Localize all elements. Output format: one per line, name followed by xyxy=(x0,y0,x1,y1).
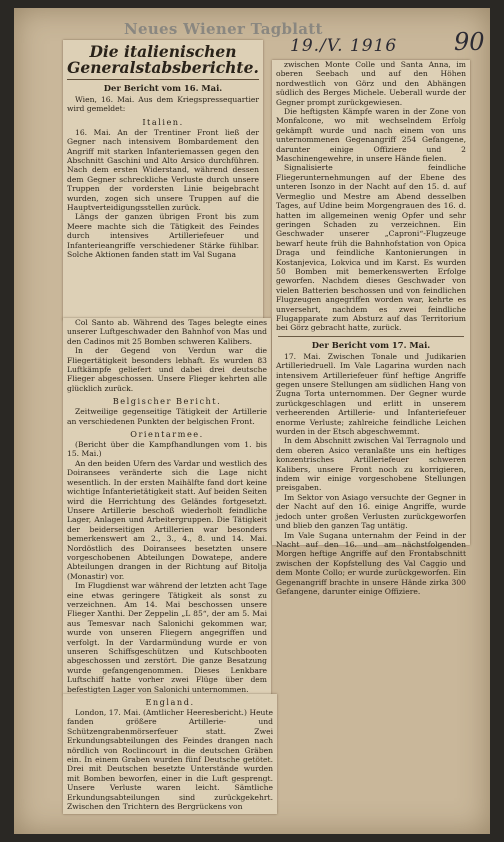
section-belgium: Belgischer Bericht. xyxy=(112,396,222,407)
paragraph: London, 17. Mai. (Amtlicher Heeresbericht.) Heute fanden größere Artillerie- und Schützengrabenmörserfeuer statt. Zwei Erkundungsabteilungen des Feindes drangen nach nördlich von Roclincourt in die deutschen Gräben ein. In einem Graben wurden fünf Deutsche getötet. Drei mit Deutschen besetzte Unterstände wurden mit Bomben beworfen, einer in die Luft gesprengt. Unsere Verluste waren leicht. Sämtliche Erkundungsabteilungen sind zurückgekehrt. Zwischen den Trichtern des Bergrückens von xyxy=(67,708,273,812)
paragraph: Im Vale Sugana unternahm der Feind in der Nacht auf den 16. und am nächstfolgenden Morgen heftige Angriffe auf den Frontabschnitt zwischen der Kopfstellung des Val Caggio und dem Monte Collo; er wurde zurückgeworfen. Ein Gegenangriff brachte in unsere Hände zirka 300 Gefangene, darunter einige Offiziere. xyxy=(276,530,466,596)
paragraph: Die heftigsten Kämpfe waren in der Zone von Monfalcone, wo mit wechselndem Erfolg gekämpft wurde und nach einem von uns unternommenen Gegenangriff 254 Gefangene, darunter einige Offiziere und 2 Maschinengewehre, in unsere Hände fielen. xyxy=(276,107,466,164)
paragraph: Signalisierte feindliche Fliegerunternehmungen auf der Ebene des unteren Isonzo in der Nacht auf den 15. d. auf Vermeglio und Mestre am Abend desselben Tages, auf Udine beim Morgengrauen des 16. d. hatten im allgemeinen wenig Opfer und sehr geringen Schaden zu verzeichnen. Ein Geschwader unserer „Caproni“-Flugzeuge bewarf heute früh die Bahnhofstation von Opica Draga und feindliche Kantonierungen in Kostanjevica, Lokvica und im Karst. Es wurden 50 Bomben mit bemerkenswerten Erfolge geworfen. Nachdem dieses Geschwader von vielen Batterien beschossen und von feindlichen Flugzeugen angegriffen worden war, kehrte es unversehrt, nachdem es zwei feindliche Flugapparate zum Absturz auf das Territorium bei Görz gebracht hatte, zurück. xyxy=(276,163,466,333)
paragraph: In dem Abschnitt zwischen Val Terragnolo und dem oberen Asico veranlaßte uns ein heftiges konzentrisches Artilleriefeuer schweren Kalibers, unsere Front noch zu korrigieren, indem wir einige vorgeschobene Stellungen preisgaben. xyxy=(276,436,466,493)
section-england: England. xyxy=(145,697,195,707)
paragraph: zwischen Monte Colle und Santa Anna, im oberen Seebach und auf den Höhen nordwestlich von Görz und den Abhängen südlich des Berges Michele. Ueberall wurde der Gegner prompt zurückgewiesen. xyxy=(276,60,466,107)
paragraph: Zeitweilige gegenseitige Tätigkeit der Artillerie an verschiedenen Punkten der belgischen Front. xyxy=(67,407,267,426)
clipping-column-1-bottom xyxy=(63,694,277,814)
clipping-column-1-middle xyxy=(63,318,271,695)
clipping-column-2 xyxy=(272,60,470,596)
paragraph: 16. Mai. An der Trentiner Front ließ der Gegner nach intensivem Bombardement den Angriff mit starken Infanteriemassen gegen den Abschnitt Gaschini und Alto Arsico durchführen. Nach dem ersten Widerstand, während dessen dem Gegner schreckliche Verluste durch unsere Truppen der vordersten Linie beigebracht wurden, zogen sich unsere Truppen auf die Hauptverteidigungsstellen zurück. xyxy=(67,127,259,213)
report-heading-17: Der Bericht vom 17. Mai. xyxy=(311,339,431,350)
newspaper-masthead: Neues Wiener Tagblatt xyxy=(124,20,323,38)
paragraph: (Bericht über die Kampfhandlungen vom 1. bis 15. Mai.) xyxy=(67,440,267,459)
intro-paragraph: Wien, 16. Mai. Aus dem Kriegspressequartier wird gemeldet: xyxy=(67,95,259,114)
handwritten-date: 19./V. 1916 xyxy=(290,36,398,56)
paragraph: Col Santo ab. Während des Tages belegte eines unserer Luftgeschwader den Bahnhof von Mas und den Cadinos mit 25 Bomben schweren Kalibers. xyxy=(67,318,267,346)
article-headline: Die italienischen Generalstabsberichte. xyxy=(67,44,259,80)
section-orient: Orientarmee. xyxy=(130,429,204,440)
paragraph: 17. Mai. Zwischen Tonale und Judikarien Artilleriedruell. Im Vale Lagarina wurden nach intensivem Artilleriefeuer fünf heftige Angriffe gegen unsere Stellungen am südlichen Hang von Zugna Torta unternommen. Der Gegner wurde zurückgeschlagen und erlitt in unserem verheerenden Artillerie- und Infanteriefeuer enorme Verluste; zahlreiche feindliche Leichen wurden in der Etsch abgeschwemmt. xyxy=(276,351,466,437)
paragraph: Im Sektor von Asiago versuchte der Gegner in der Nacht auf den 16. einige Angriffe, wurde jedoch unter großen Verlusten zurückgeworfen und blieb den ganzen Tag untätig. xyxy=(276,492,466,531)
paragraph: An den beiden Ufern des Vardar und westlich des Doiransees veränderte sich die Lage nicht wesentlich. In der ersten Maihälfte fand dort keine wichtige Infanterietätigkeit statt. Auf beiden Seiten wird die Herrichtung des Geländes fortgesetzt. Unsere Artillerie beschoß wiederholt feindliche Lager, Anlagen und Arbeitergruppen. Die Tätigkeit der beiderseitigen Artillerien war besonders bemerkenswert am 2., 3., 4., 8. und 14. Mai. Nordöstlich des Doiransees besetzten unsere vorgeschobenen Abteilungen Dowatepe, andere Abteilungen drangen in der Richtung auf Bitolja (Monastir) vor. xyxy=(67,458,267,581)
clipping-column-1-top xyxy=(63,40,263,320)
handwritten-page-number: 90 xyxy=(454,28,485,56)
paragraph: Längs der ganzen übrigen Front bis zum Meere machte sich die Tätigkeit des Feindes durch intensives Artilleriefeuer und Infanterieangriffe verschiedener Stärke fühlbar. Solche Aktionen fanden statt im Val Sugana xyxy=(67,212,259,260)
paragraph: In der Gegend von Verdun war die Fliegertätigkeit besonders lebhaft. Es wurden 83 Luftkämpfe geliefert und dabei drei deutsche Flieger abgeschossen. Unsere Flieger kehrten alle glücklich zurück. xyxy=(67,346,267,393)
report-heading-16: Der Bericht vom 16. Mai. xyxy=(103,83,223,93)
paragraph: Im Flugdienst war während der letzten acht Tage eine etwas geringere Tätigkeit als sonst zu verzeichnen. Am 14. Mai beschossen unsere Flieger Xanthi. Der Zeppelin „L 85“, der am 5. Mai aus Temesvar nach Salonichi gekommen war, wurde von unseren Fliegern angegriffen und verfolgt. In der Vardarmündung wurde er von unseren Schiffsgeschützen und Kutschbooten abgeschossen und zerstört. Die ganze Besatzung wurde gefangengenommen. Dieses Lenkbare Luftschiff hatte vorher zwei Flüge über dem befestigten Lager von Salonichi unternommen. xyxy=(67,581,267,694)
section-italy: Italien. xyxy=(142,116,184,127)
divider xyxy=(278,336,464,337)
